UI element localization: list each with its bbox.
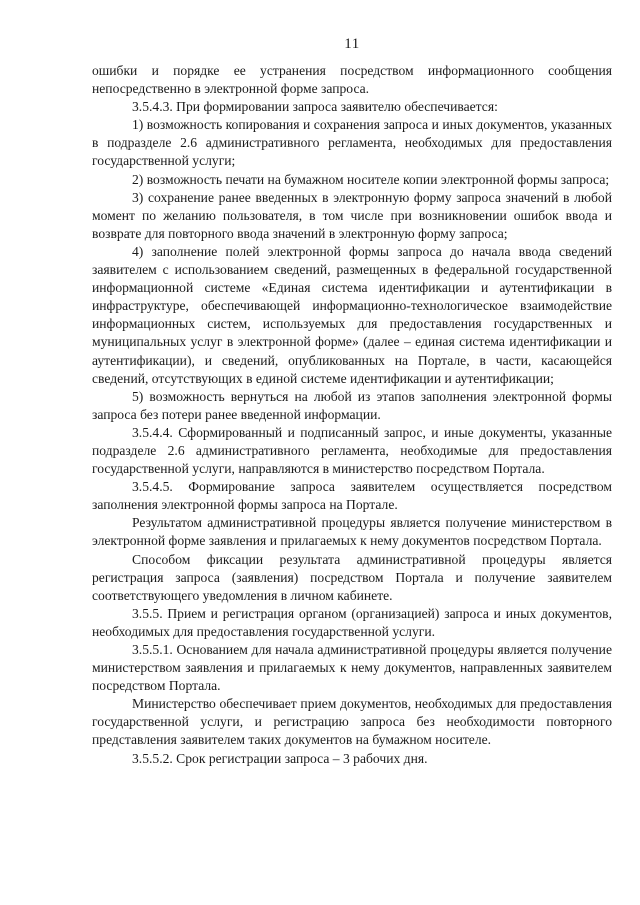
paragraph-ministry-reception: Министерство обеспечивает прием документов, необходимых для предоставления государственной услуги, и регистрацию запроса без необходимости повторного представления заявителем таких документов на бумажном носителе.: [92, 696, 612, 748]
paragraph-3-5-5: 3.5.5. Прием и регистрация органом (организацией) запроса и иных документов, необходимых для предоставления государственной услуги.: [92, 605, 612, 639]
paragraph-procedure-result: Результатом административной процедуры является получение министерством в электронной форме заявления и прилагаемых к нему документов посредством Портала.: [92, 515, 612, 549]
list-item-5-return: 5) возможность вернуться на любой из этапов заполнения электронной формы запроса без потери ранее введенной информации.: [92, 388, 612, 422]
paragraph-3-5-5-2: 3.5.5.2. Срок регистрации запроса – 3 рабочих дня.: [132, 750, 428, 766]
paragraph-error-correction: ошибки и порядке ее устранения посредством информационного сообщения непосредственно в электронной форме запроса.: [92, 63, 612, 97]
list-item-3-save-values: 3) сохранение ранее введенных в электронную форму запроса значений в любой момент по желанию пользователя, в том числе при возникновении ошибок ввода и возврате для повторного ввода значений в электронную форму запроса;: [92, 189, 612, 241]
document-page: [92, 36, 612, 768]
paragraph-3-5-5-1: 3.5.5.1. Основанием для начала административной процедуры является получение министерством заявления и прилагаемых к нему документов, направленных заявителем посредством Портала.: [92, 642, 612, 694]
list-item-2-print: 2) возможность печати на бумажном носителе копии электронной формы запроса;: [132, 171, 610, 187]
paragraph-3-5-4-4: 3.5.4.4. Сформированный и подписанный запрос, и иные документы, указанные подразделе 2.6 административного регламента, необходимые для предоставления государственной услуги, направляются в министерство посредством Портала.: [92, 424, 612, 477]
list-item-4-autofill: 4) заполнение полей электронной формы запроса до начала ввода сведений заявителем с использованием сведений, размещенных в федеральной государственной информационной системе «Единая система идентификации и аутентификации в инфраструктуре, обеспечивающей информационно-технологическое взаимодействие информационных систем, используемых для предоставления государственных и муниципальных услуг в электронной форме» (далее – единая система идентификации и аутентификации), и сведений, опубликованных на Портале, в части, касающейся сведений, отсутствующих в единой системе идентификации и аутентификации;: [92, 243, 612, 386]
page-number: 11: [344, 36, 360, 52]
paragraph-3-5-4-3: 3.5.4.3. При формировании запроса заявителю обеспечивается:: [132, 99, 498, 115]
paragraph-3-5-4-5: 3.5.4.5. Формирование запроса заявителем осуществляется посредством заполнения электронной формы запроса на Портале.: [92, 479, 612, 513]
list-item-1-copy-save: 1) возможность копирования и сохранения запроса и иных документов, указанных в подразделе 2.6 административного регламента, необходимых для предоставления государственной услуги;: [92, 117, 612, 169]
paragraph-fixation-method: Способом фиксации результата административной процедуры является регистрация запроса (заявления) посредством Портала и получение заявителем соответствующего уведомления в личном кабинете.: [92, 551, 612, 603]
